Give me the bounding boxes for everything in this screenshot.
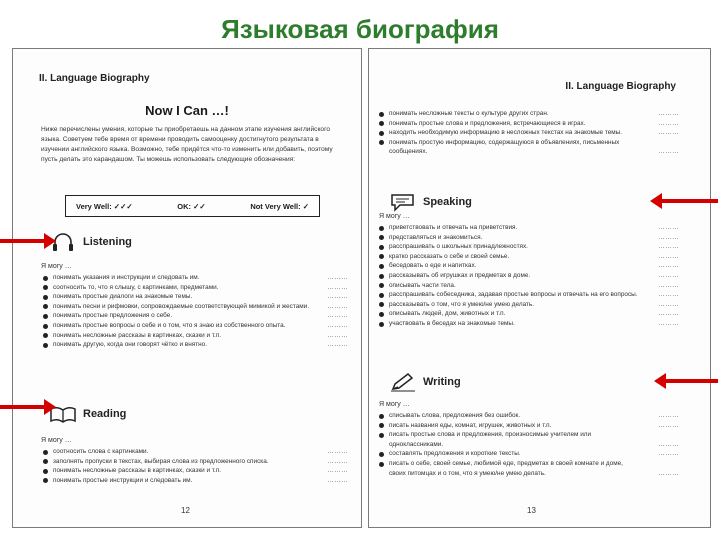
list-item: понимать простые вопросы о себе и о том, что я знаю из собственного опыта. ……… [43, 321, 348, 331]
reading-i-can: Я могу … [41, 437, 72, 444]
list-item: понимать простые диалоги на знакомые темы. ……… [43, 292, 348, 302]
list-item: находить необходимую информацию в несложных текстах на знакомые темы. ……… [379, 128, 679, 138]
list-item: понимать простые инструкции и следовать им. ……… [43, 476, 348, 486]
list-item: писать простые слова и предложения, произносимые учителем или одноклассниками. ……… [379, 430, 679, 449]
speaking-i-can: Я могу … [379, 213, 410, 220]
page-header: II. Language Biography [565, 81, 676, 92]
list-item: соотносить то, что я слышу, с картинками, предметами. ……… [43, 283, 348, 293]
list-item: соотносить слова с картинками. ……… [43, 447, 348, 457]
arrow-right-icon [0, 236, 56, 246]
reading-title: Reading [83, 408, 127, 420]
list-item: беседовать о еде и напитках. ……… [379, 261, 679, 271]
list-item: понимать простые предложения о себе. ……… [43, 311, 348, 321]
legend-box [65, 195, 320, 217]
page-number: 12 [181, 506, 190, 515]
speaking-title: Speaking [423, 196, 472, 208]
writing-i-can: Я могу … [379, 401, 410, 408]
list-item: участвовать в беседах на знакомые темы. ……… [379, 319, 679, 329]
slide-title: Языковая биография [221, 14, 499, 44]
listening-list [43, 273, 348, 350]
writing-heading [389, 371, 461, 393]
list-item: понимать простую информацию, содержащуюся в объявлениях, письменных сообщениях. ……… [379, 138, 679, 157]
listening-heading [49, 231, 132, 253]
list-item: составлять предложения и короткие тексты. ……… [379, 449, 679, 459]
page-right [368, 48, 711, 528]
list-item: рассказывать о том, что я умею/не умею делать. ……… [379, 300, 679, 310]
list-item: понимать указания и инструкции и следовать им. ……… [43, 273, 348, 283]
list-item: кратко рассказать о себе и своей семье. ……… [379, 252, 679, 262]
list-item: описывать части тела. ……… [379, 281, 679, 291]
list-item: понимать несложные рассказы в картинках, сказки и т.п. ……… [43, 466, 348, 476]
list-item: писать названия еды, комнат, игрушек, животных и т.п. ……… [379, 421, 679, 431]
reading-heading [49, 403, 126, 425]
arrow-right-icon [0, 402, 56, 412]
arrow-left-icon [654, 376, 718, 386]
page-left [12, 48, 362, 528]
reading-list [43, 447, 348, 485]
list-item: понимать простые слова и предложения, встречающиеся в играх. ……… [379, 119, 679, 129]
list-item: расспрашивать собеседника, задавая простые вопросы и отвечать на его вопросы. ……… [379, 290, 679, 300]
legend-not-very-well: Not Very Well: ✓ [250, 201, 309, 211]
top-list [379, 109, 679, 157]
list-item: понимать песни и рифмовки, сопровождаемые соответствующей мимикой и жестами. ……… [43, 302, 348, 312]
speech-icon [389, 191, 417, 213]
page-header: II. Language Biography [39, 73, 150, 84]
arrow-left-icon [650, 196, 718, 206]
list-item: заполнять пропуски в текстах, выбирая слова из предложенного списка. ……… [43, 457, 348, 467]
list-item: представляться и знакомиться. ……… [379, 233, 679, 243]
intro-text: Ниже перечислены умения, которые ты приобретаешь на данном этапе изучения английского языка. Советуем тебе время от времени проводить самооценку достигнутого результата в изучении английского языка. Возможно, тебе придётся что-то изменить или добавить, поэтому пусть делать это карандашом. Ты можешь использовать следующие обозначения: [41, 126, 333, 163]
list-item: списывать слова, предложения без ошибок. ……… [379, 411, 679, 421]
legend-ok: OK: ✓✓ [177, 201, 206, 211]
legend-very-well: Very Well: ✓✓✓ [76, 201, 133, 211]
list-item: приветствовать и отвечать на приветствия. ……… [379, 223, 679, 233]
now-i-can-title: Now I Can …! [145, 103, 229, 118]
pencil-icon [389, 371, 417, 393]
list-item: понимать несложные рассказы в картинках, сказки и т.п. ……… [43, 331, 348, 341]
writing-list [379, 411, 679, 478]
list-item: понимать несложные тексты о культуре других стран. ……… [379, 109, 679, 119]
speaking-heading [389, 191, 472, 213]
page-number: 13 [527, 506, 536, 515]
listening-title: Listening [83, 236, 132, 248]
writing-title: Writing [423, 376, 461, 388]
list-item: описывать людей, дом, животных и т.п. ……… [379, 309, 679, 319]
speaking-list [379, 223, 679, 329]
listening-i-can: Я могу … [41, 263, 72, 270]
list-item: понимать другую, когда они говорят чётко и внятно. ……… [43, 340, 348, 350]
list-item: расспрашивать о школьных принадлежностях. ……… [379, 242, 679, 252]
list-item: писать о себе, своей семье, любимой еде, предметах в своей комнате и доме, своих питомцах и о том, что я умею/не умею делать. ……… [379, 459, 679, 478]
list-item: рассказывать об игрушках и предметах в доме. ……… [379, 271, 679, 281]
